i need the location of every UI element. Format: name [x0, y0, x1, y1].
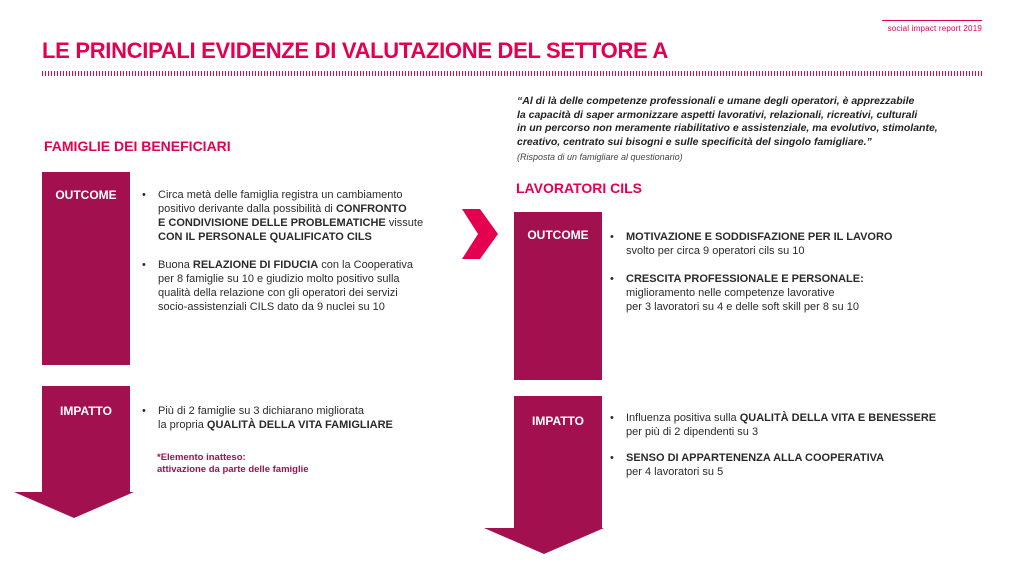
bullet-item [610, 451, 990, 479]
left-impact-bar [42, 386, 130, 492]
unexpected-note [157, 452, 309, 476]
bullet-text: qualità della relazione con gli operatori dei servizi [158, 287, 398, 299]
section-title-workers: LAVORATORI CILS [516, 180, 642, 196]
right-impact-arrow-icon [484, 528, 604, 554]
right-impact-block [484, 396, 606, 558]
unexpected-note-text: attivazione da parte delle famiglie [157, 464, 309, 475]
right-outcome-block [514, 212, 602, 380]
right-impact-list [610, 411, 990, 479]
left-impact-label: IMPATTO [60, 404, 112, 418]
bullet-emphasis: SENSO DI APPARTENENZA ALLA COOPERATIVA [626, 452, 885, 464]
bullet-item [610, 272, 990, 314]
bullet-text: Circa metà delle famiglia registra un cambiamento [158, 189, 403, 201]
bullet-text: Buona [158, 259, 193, 271]
bullet-text: socio-assistenziali CILS dato da 9 nuclei su 10 [158, 301, 385, 313]
bullet-item [142, 404, 462, 432]
chevron-right-icon [462, 209, 498, 259]
quote-line: creativo, centrato sui bisogni e sulle specificità del singolo famigliare.” [517, 135, 872, 148]
bullet-emphasis: QUALITÀ DELLA VITA FAMIGLIARE [206, 419, 393, 431]
quote-line: “Al di là delle competenze professionali e umane degli operatori, è apprezzabile [517, 95, 915, 107]
bullet-text: vissute [385, 217, 424, 229]
bullet-text: per 3 lavoratori su 4 e delle soft skill per 8 su 10 [626, 301, 859, 313]
bullet-text: positivo derivante dalla possibilità di [158, 203, 336, 215]
report-tag: social impact report 2019 [882, 20, 982, 33]
bullet-emphasis: RELAZIONE DI FIDUCIA [192, 259, 319, 271]
bullet-emphasis: E CONDIVISIONE DELLE PROBLEMATICHE [158, 217, 386, 229]
bullet-item [142, 188, 462, 244]
left-impact-arrow-icon [14, 492, 134, 518]
bullet-emphasis: CON IL PERSONALE QUALIFICATO CILS [158, 231, 372, 243]
right-outcome-label: OUTCOME [527, 228, 589, 242]
right-impact-label: IMPATTO [532, 414, 584, 428]
bullet-text: Influenza positiva sulla [626, 412, 740, 424]
bullet-text: Più di 2 famiglie su 3 dichiarano migliorata [158, 405, 365, 417]
bullet-text: con la Cooperativa [318, 259, 413, 271]
bullet-text: per più di 2 dipendenti su 3 [626, 426, 759, 438]
section-title-families: FAMIGLIE DEI BENEFICIARI [44, 138, 231, 154]
right-outcome-list [610, 230, 990, 314]
quote-source: (Risposta di un famigliare al questionario) [517, 152, 683, 162]
bullet-text: per 8 famiglie su 10 e giudizio molto positivo sulla [158, 273, 400, 285]
quote-line: la capacità di saper armonizzare aspetti lavorativi, relazionali, ricreativi, culturali [517, 108, 918, 121]
left-impact-block [12, 386, 134, 518]
bullet-text: svolto per circa 9 operatori cils su 10 [626, 245, 805, 257]
bullet-item [142, 258, 462, 314]
bullet-item [610, 411, 990, 439]
page-title: LE PRINCIPALI EVIDENZE DI VALUTAZIONE DEL SETTORE A [42, 38, 669, 63]
title-dotted-rule [42, 71, 982, 76]
bullet-emphasis: MOTIVAZIONE E SODDISFAZIONE PER IL LAVORO [626, 231, 893, 243]
left-outcome-label: OUTCOME [55, 188, 117, 202]
unexpected-note-title: *Elemento inatteso: [157, 452, 246, 463]
left-outcome-list [142, 188, 462, 314]
left-impact-list [142, 404, 462, 432]
quote-line: in un percorso non meramente riabilitativo e assistenziale, ma evolutivo, stimolante, [517, 122, 938, 134]
left-outcome-block [42, 172, 130, 365]
bullet-text: miglioramento nelle competenze lavorative [626, 287, 835, 299]
bullet-text: per 4 lavoratori su 5 [626, 466, 724, 478]
bullet-item [610, 230, 990, 258]
bullet-emphasis: QUALITÀ DELLA VITA E BENESSERE [739, 412, 937, 424]
bullet-emphasis: CRESCITA PROFESSIONALE E PERSONALE: [626, 273, 864, 285]
bullet-text: la propria [158, 419, 207, 431]
bullet-emphasis: CONFRONTO [335, 203, 407, 215]
family-quote [517, 95, 987, 149]
